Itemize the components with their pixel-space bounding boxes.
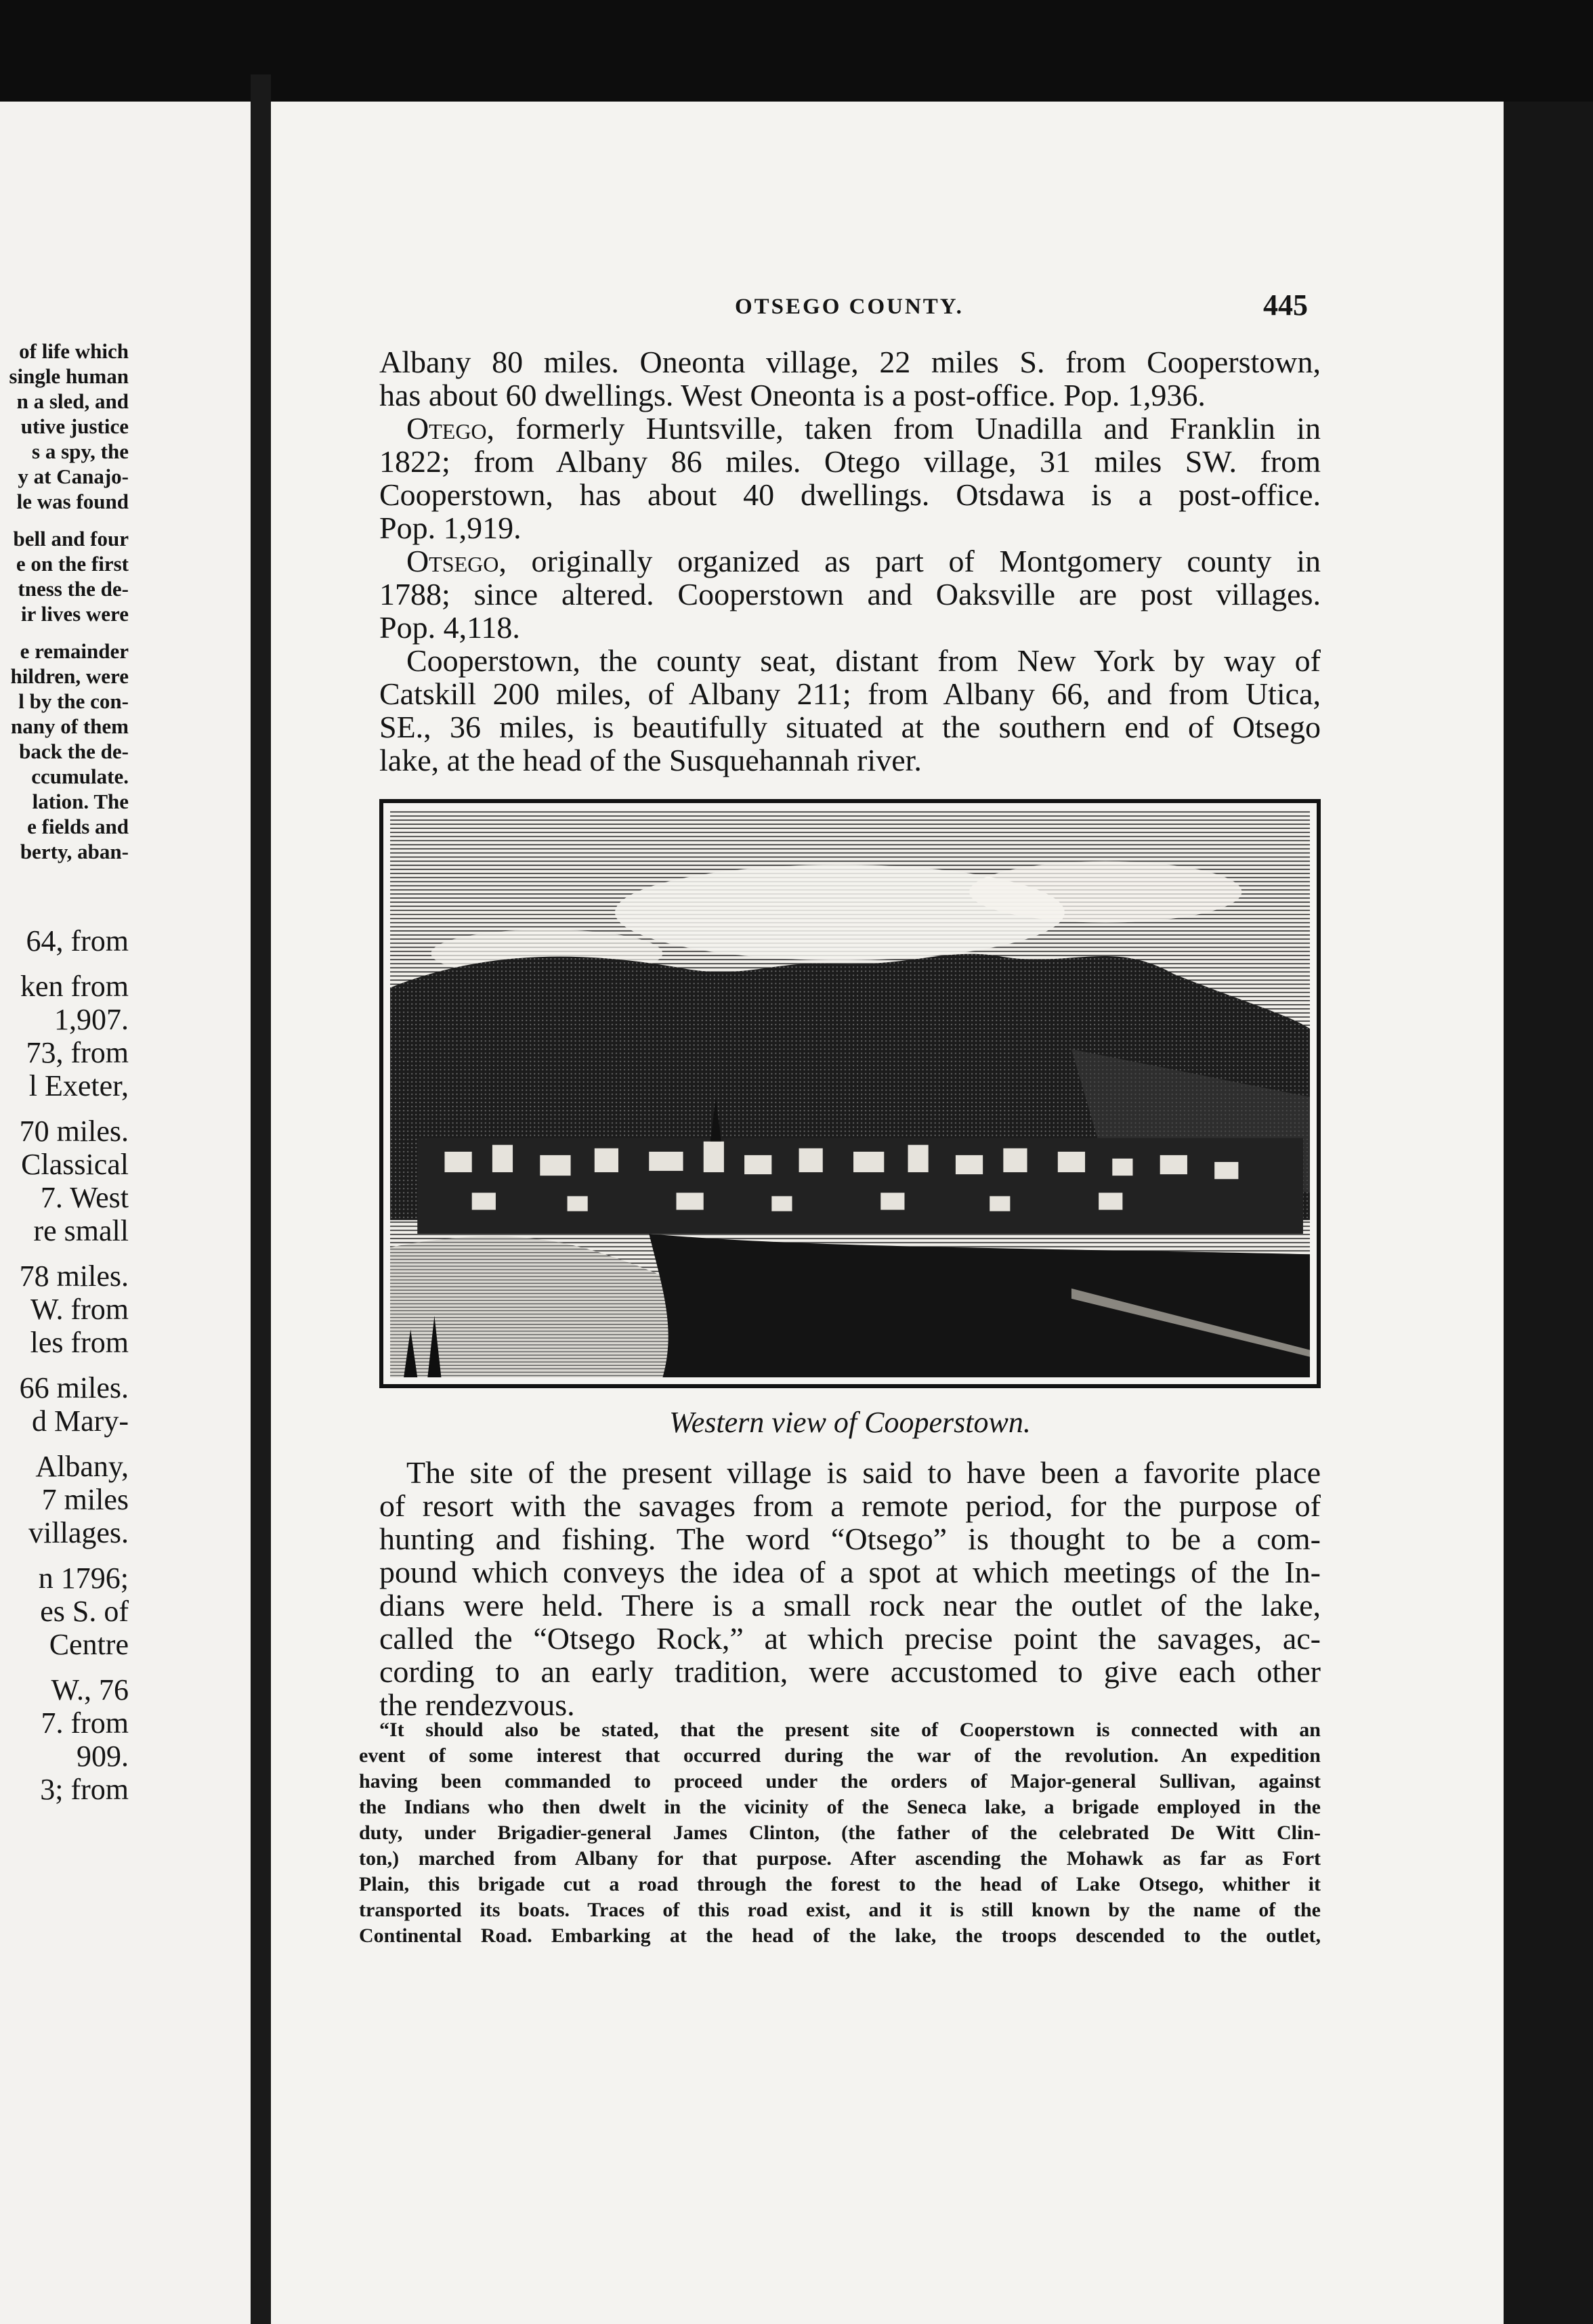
left-page-line: le was found — [16, 490, 129, 513]
left-page-line: l Exeter, — [28, 1069, 129, 1102]
left-page-line: l by the con- — [18, 689, 129, 713]
left-page-line: s a spy, the — [32, 439, 129, 463]
page-number: 445 — [1263, 288, 1308, 322]
left-page-line — [20, 1549, 129, 1562]
left-page-line: e on the first — [16, 552, 129, 576]
footnote-continental-road — [359, 1717, 1321, 1949]
left-page-line: bell and four — [13, 527, 129, 551]
footnote-line: event of some interest that occurred during the war of the revolution. An expedition — [359, 1744, 1321, 1767]
cloud — [969, 861, 1241, 923]
footnote-line: having been commanded to proceed under the orders of Major-general Sullivan, against — [359, 1770, 1321, 1792]
text-line: pound which conveys the idea of a spot at which meetings of the In- — [379, 1555, 1321, 1589]
left-page-large-text — [20, 924, 129, 1806]
text-line: Albany 80 miles. Oneonta village, 22 miles S. from Cooperstown, — [379, 345, 1321, 379]
left-page-line: re small — [33, 1214, 129, 1247]
text-line: of resort with the savages from a remote period, for the purpose of — [379, 1488, 1321, 1523]
running-head — [271, 288, 1504, 328]
left-page-line: 78 miles. — [19, 1260, 129, 1293]
text-fragment: originally organized as part of Montgomery county in — [531, 544, 1321, 578]
text-line: hunting and fishing. The word “Otsego” is thought to be a com- — [379, 1522, 1321, 1556]
left-page-line — [20, 1102, 129, 1115]
engraving-caption: Western view of Cooperstown. — [669, 1406, 1031, 1439]
text-line: Pop. 4,118. — [379, 610, 520, 645]
left-page-line: 909. — [77, 1740, 129, 1773]
left-page-line: W. from — [30, 1293, 129, 1326]
previous-page-fragment — [0, 102, 251, 2324]
left-page-line: d Mary- — [32, 1404, 129, 1438]
engraving-western-view-of-cooperstown — [379, 799, 1321, 1388]
county-entries — [379, 345, 1321, 777]
left-page-line: single human — [9, 364, 129, 388]
text-line: cording to an early tradition, were accustomed to give each other — [379, 1654, 1321, 1689]
left-page-line: Classical — [21, 1148, 129, 1181]
footnote-line: duty, under Brigadier-general James Clinton, (the father of the celebrated De Witt Clin- — [359, 1822, 1321, 1844]
left-page-line: ir lives were — [21, 602, 129, 626]
left-page-line: utive justice — [20, 414, 129, 438]
left-page-line: ken from — [20, 970, 129, 1003]
paragraph-cooperstown — [379, 644, 1321, 777]
left-page-line: 73, from — [26, 1036, 129, 1069]
footnote-line: ton,) marched from Albany for that purpose. After ascending the Mohawk as far as Fort — [359, 1847, 1321, 1870]
text-line: dians were held. There is a small rock near the outlet of the lake, — [379, 1588, 1321, 1622]
town-name-otsego: Otsego, — [406, 544, 507, 578]
text-line: SE., 36 miles, is beautifully situated at the southern end of Otsego — [379, 710, 1321, 744]
text-line: the rendezvous. — [379, 1687, 575, 1722]
left-page-line — [9, 514, 129, 526]
left-page-line — [20, 1359, 129, 1371]
left-page-line: berty, aban- — [20, 840, 129, 863]
left-page-line: 7. from — [41, 1706, 129, 1740]
left-page-line: Centre — [49, 1628, 129, 1661]
text-line: 1822; from Albany 86 miles. Otego village, 31 miles SW. from — [379, 444, 1321, 479]
left-page-line — [20, 957, 129, 970]
left-page-line: 7 miles — [41, 1483, 129, 1516]
left-page-line: e fields and — [27, 815, 129, 838]
foreground-shore — [649, 1234, 1310, 1377]
left-page-line: hildren, were — [10, 664, 129, 688]
town-name-otego: Otego, — [406, 411, 495, 446]
left-page-line: villages. — [28, 1516, 129, 1549]
text-line: 1788; since altered. Cooperstown and Oaksville are post villages. — [379, 577, 1321, 611]
left-page-line: of life which — [19, 339, 129, 363]
book-gutter — [251, 74, 271, 2324]
text-line — [379, 544, 1321, 578]
left-page-line: 64, from — [26, 924, 129, 957]
left-page-line: tness the de- — [18, 577, 129, 601]
left-page-line: 3; from — [40, 1773, 129, 1806]
text-line: has about 60 dwellings. West Oneonta is a post-office. Pop. 1,936. — [379, 378, 1206, 412]
page-445 — [271, 102, 1504, 2324]
left-page-line: es S. of — [40, 1595, 129, 1628]
left-page-line: back the de- — [19, 739, 129, 763]
footnote-line: transported its boats. Traces of this road exist, and it is still known by the name of the — [359, 1899, 1321, 1921]
footnote-line: Continental Road. Embarking at the head of the lake, the troops descended to the outlet, — [359, 1924, 1321, 1947]
text-line: The site of the present village is said to have been a favorite place — [406, 1455, 1321, 1490]
left-page-line: e remainder — [20, 639, 129, 663]
left-page-line: Albany, — [35, 1450, 129, 1483]
text-line: Catskill 200 miles, of Albany 211; from Albany 66, and from Utica, — [379, 676, 1321, 711]
left-page-line: 1,907. — [54, 1003, 129, 1036]
text-line: Cooperstown, the county seat, distant from New York by way of — [406, 643, 1321, 678]
left-page-line — [20, 1661, 129, 1673]
text-line: Cooperstown, has about 40 dwellings. Otsdawa is a post-office. — [379, 477, 1321, 512]
left-page-line — [20, 1438, 129, 1450]
engraving-illustration — [390, 810, 1310, 1377]
paragraph-otsego — [379, 544, 1321, 644]
footnote-line: Plain, this brigade cut a road through the forest to the head of Lake Otsego, whither it — [359, 1873, 1321, 1895]
left-page-line: W., 76 — [51, 1673, 129, 1706]
page-edge-shadow — [1504, 102, 1593, 2324]
left-page-line: 7. West — [40, 1181, 129, 1214]
text-line — [379, 412, 1321, 445]
left-page-line: n a sled, and — [16, 389, 129, 413]
left-page-line: 66 miles. — [19, 1371, 129, 1404]
running-title: OTSEGO COUNTY. — [735, 295, 964, 319]
footnote-line: the Indians who then dwelt in the vicinity of the Seneca lake, a brigade employed in the — [359, 1796, 1321, 1818]
left-page-line: lation. The — [32, 790, 129, 813]
text-line: lake, at the head of the Susquehannah river. — [379, 743, 922, 777]
left-page-line — [9, 626, 129, 639]
paragraph-village-site — [379, 1456, 1321, 1721]
paragraph-otego — [379, 412, 1321, 544]
text-line: Pop. 1,919. — [379, 511, 522, 545]
left-page-line: 70 miles. — [19, 1115, 129, 1148]
paragraph-oneonta — [379, 345, 1321, 412]
left-page-line — [20, 1247, 129, 1260]
left-page-line: ccumulate. — [31, 765, 129, 788]
left-page-line: n 1796; — [38, 1562, 129, 1595]
left-page-small-text — [9, 339, 129, 864]
left-page-line: y at Canajo- — [18, 465, 129, 488]
text-line: called the “Otsego Rock,” at which precise point the savages, ac- — [379, 1621, 1321, 1656]
text-fragment: formerly Huntsville, taken from Unadilla and Franklin in — [515, 411, 1321, 446]
footnote-line: “It should also be stated, that the present site of Cooperstown is connected with an — [379, 1719, 1321, 1741]
left-page-line: nany of them — [11, 714, 129, 738]
left-page-line: les from — [30, 1326, 129, 1359]
